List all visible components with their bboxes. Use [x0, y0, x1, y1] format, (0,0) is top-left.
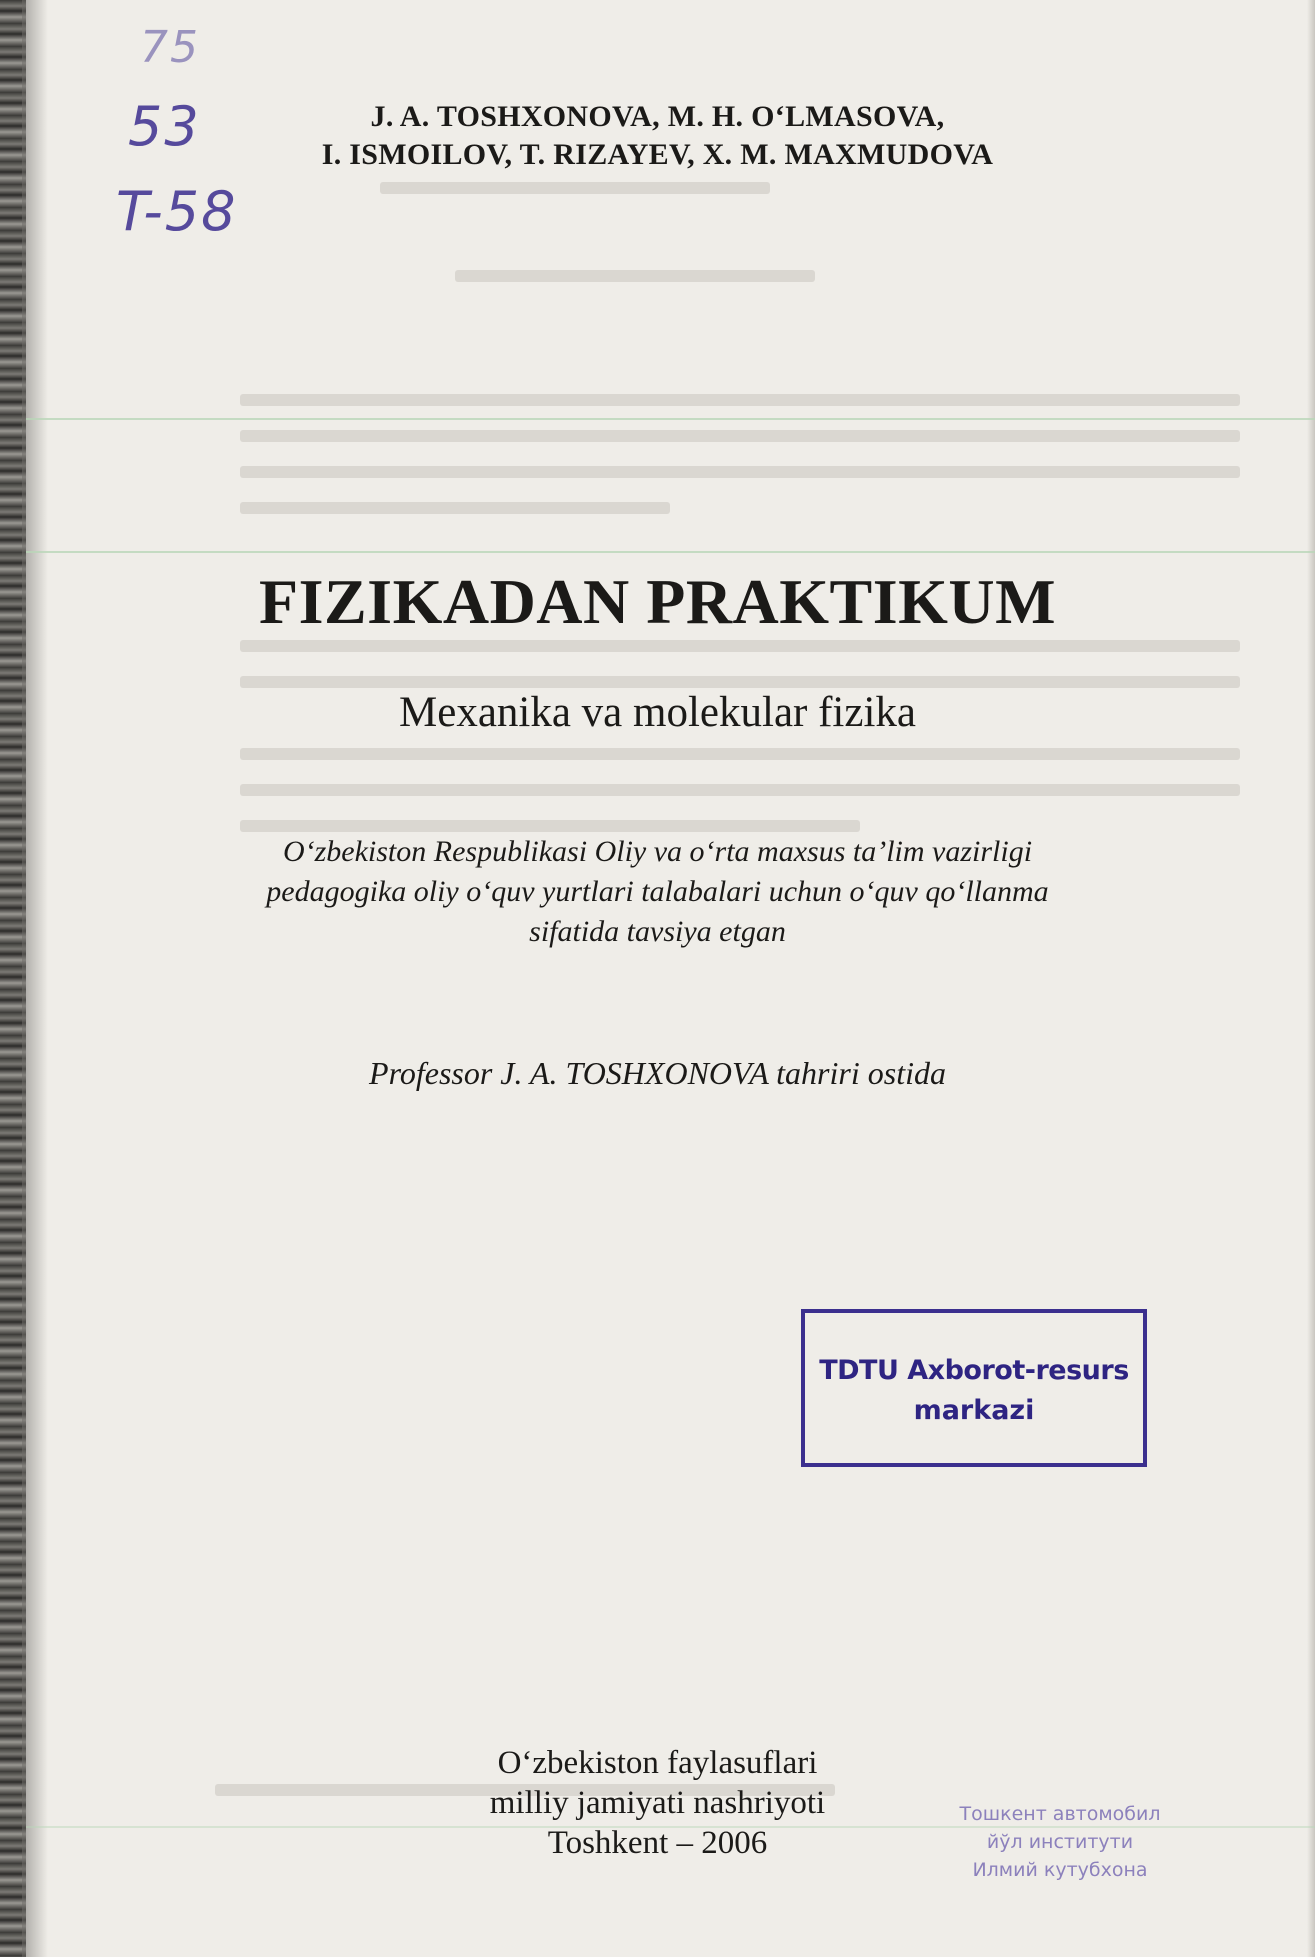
- approval-line-3: sifatida tavsiya etgan: [529, 915, 786, 948]
- approval-note: [0, 832, 1315, 952]
- authors-line-2: I. ISMOILOV, T. RIZAYEV, X. M. MAXMUDOVA: [321, 138, 994, 171]
- scan-line: [26, 418, 1315, 420]
- approval-line-1: O‘zbekiston Respublikasi Oliy va o‘rta maxsus ta’lim vazirligi: [282, 835, 1033, 868]
- scan-line: [26, 551, 1315, 553]
- book-subtitle: Mexanika va molekular fizika: [399, 689, 916, 736]
- approval-line-2: pedagogika oliy o‘quv yurtlari talabalari uchun o‘quv qo‘llanma: [266, 875, 1049, 908]
- publisher-line-2: milliy jamiyati nashriyoti: [489, 1785, 826, 1821]
- publisher-city-year: Toshkent – 2006: [547, 1825, 768, 1861]
- handwritten-top-mark: 75: [140, 22, 200, 73]
- institute-stamp-line-2: йўл институти: [986, 1831, 1134, 1853]
- institute-library-stamp: [915, 1800, 1205, 1884]
- library-stamp: [801, 1309, 1147, 1467]
- editor-note: Professor J. A. TOSHXONOVA tahriri ostida: [369, 1055, 946, 1091]
- handwritten-call-number: T-58: [116, 180, 238, 243]
- authors-line-1: J. A. TOSHXONOVA, M. H. O‘LMASOVA,: [370, 100, 945, 133]
- stamp-line-1: TDTU Axborot-resurs: [819, 1355, 1129, 1386]
- stamp-line-2: markazi: [913, 1395, 1035, 1426]
- book-title: FIZIKADAN PRAKTIKUM: [258, 566, 1057, 637]
- institute-stamp-line-3: Илмий кутубхона: [972, 1859, 1148, 1881]
- authors-block: [0, 98, 1315, 174]
- handwritten-classification: 53: [128, 95, 201, 158]
- publisher-line-1: O‘zbekiston faylasuflari: [497, 1745, 818, 1781]
- institute-stamp-line-1: Тошкент автомобил: [959, 1803, 1161, 1825]
